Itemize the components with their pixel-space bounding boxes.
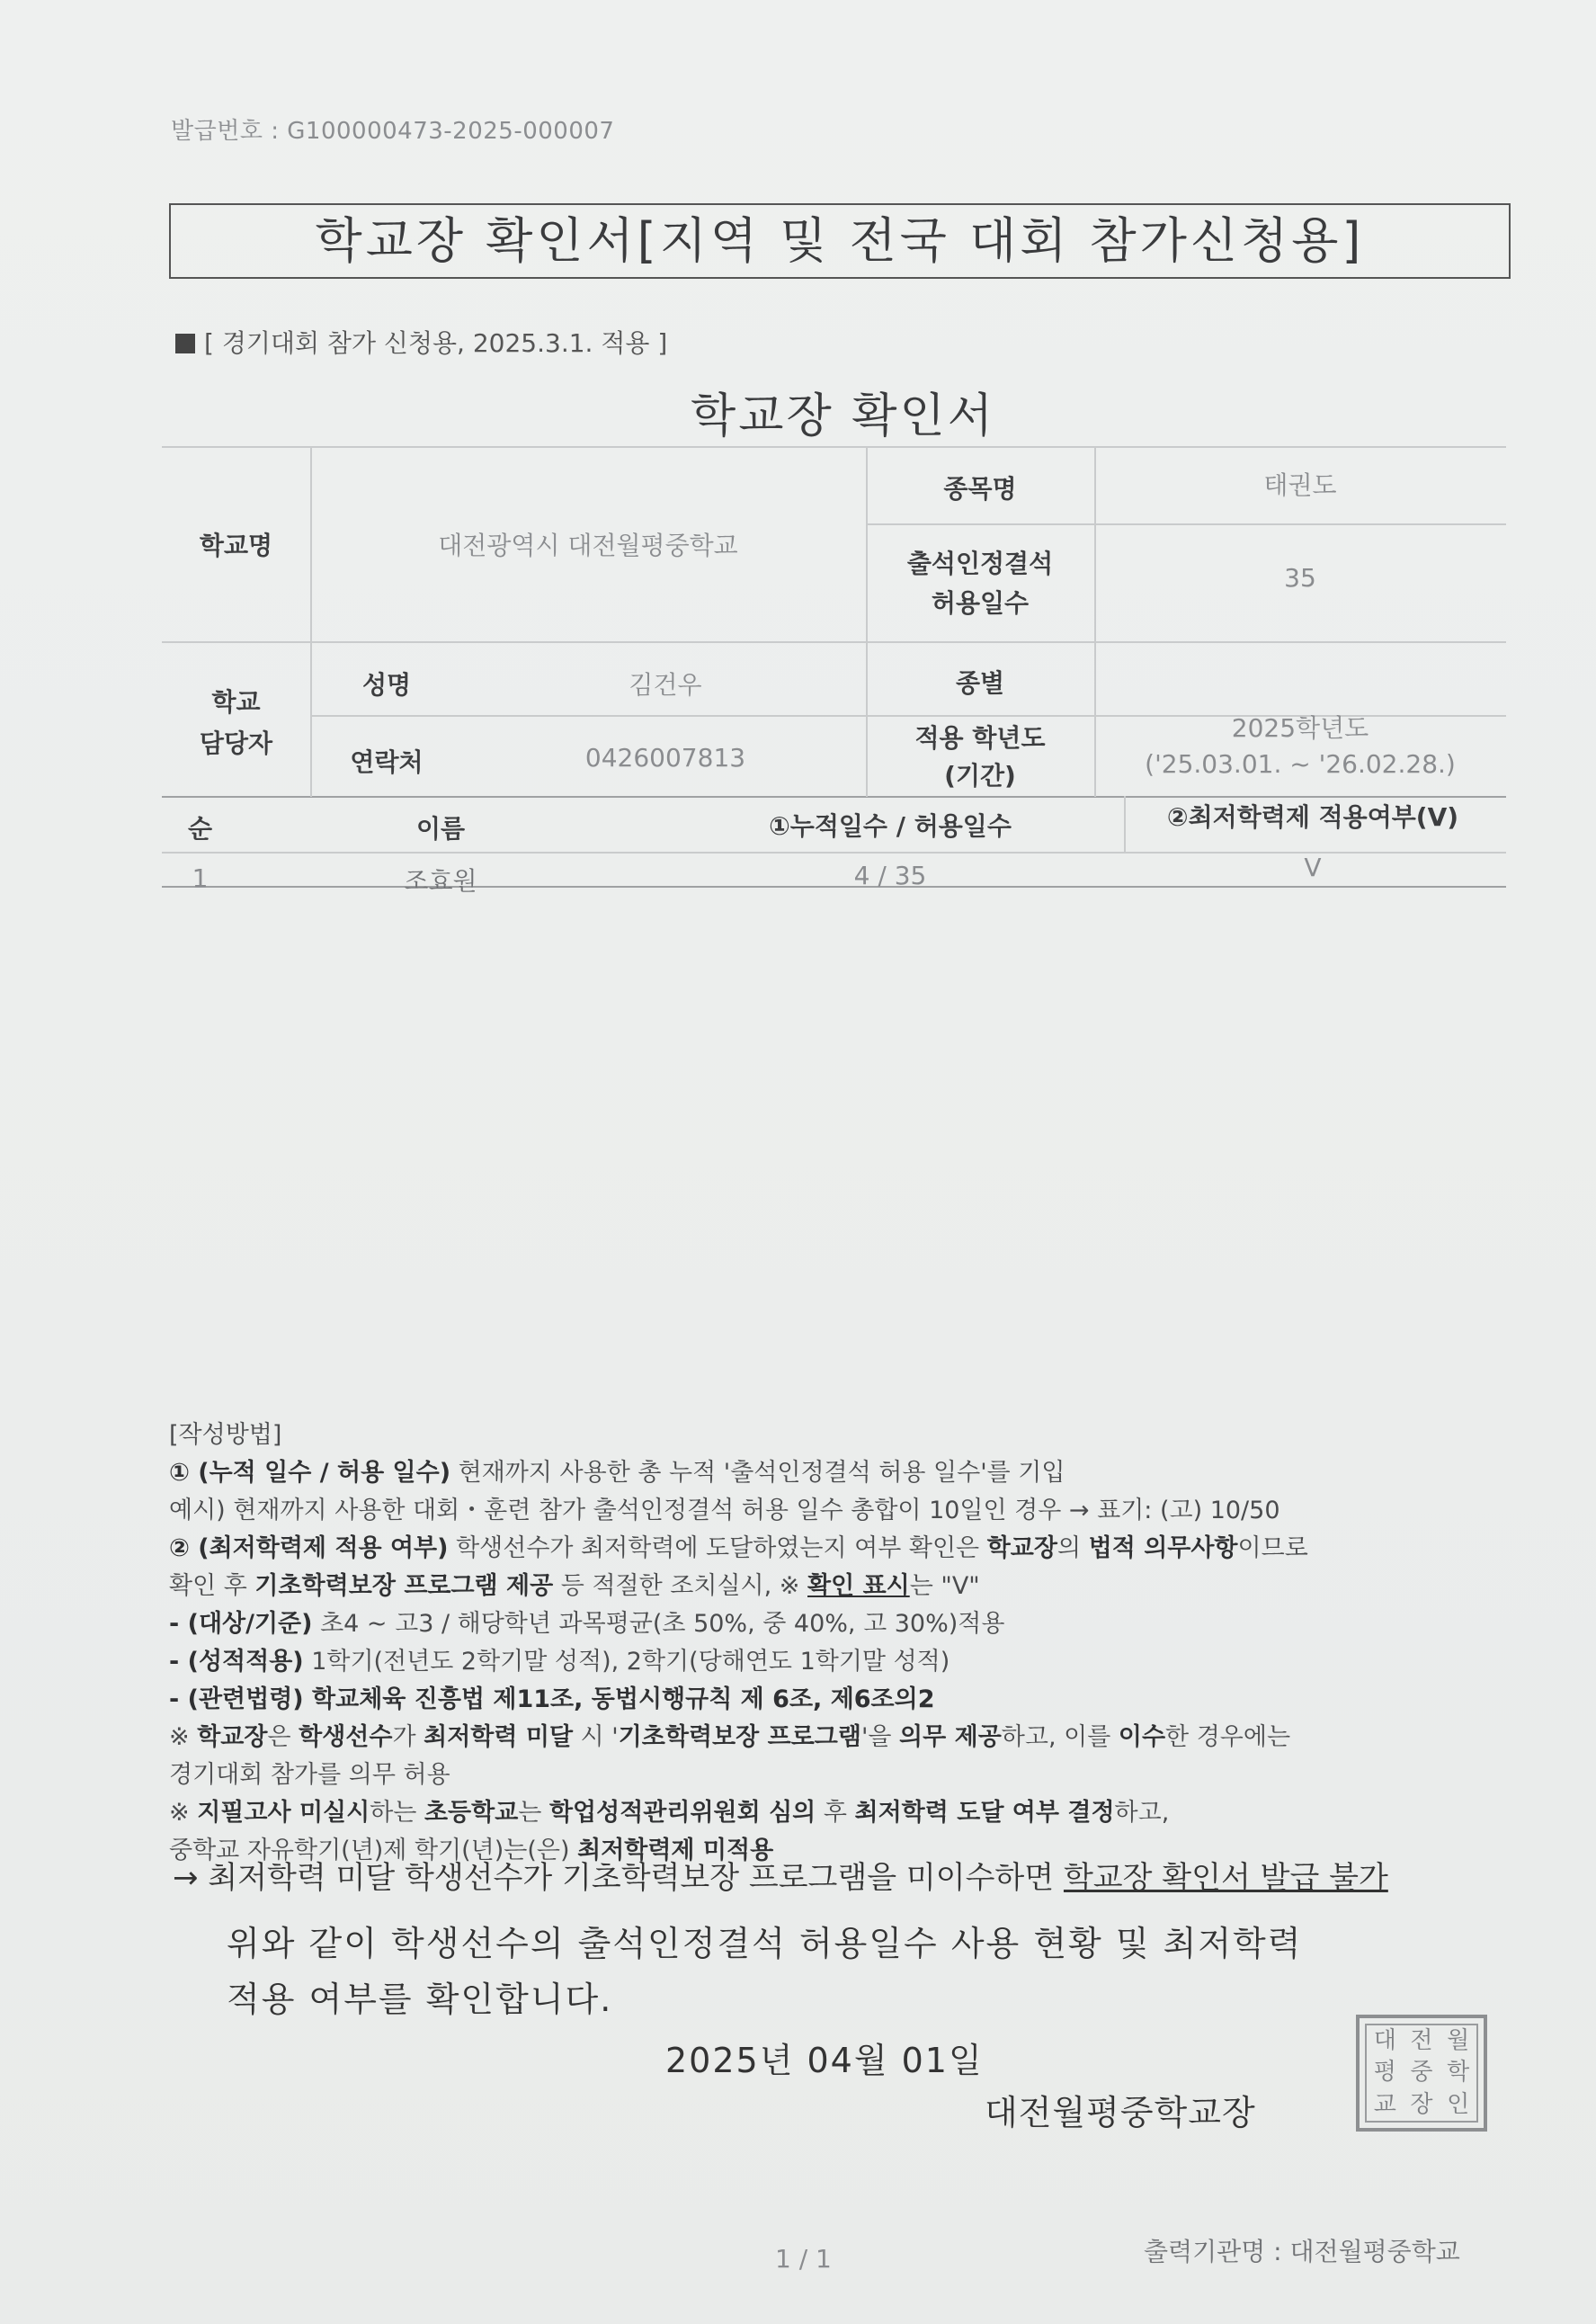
year-label-line1: 적용 학년도 (914, 723, 1046, 753)
method-heading: [작성방법] (169, 1421, 282, 1449)
signature-name: 대전월평중학교장 (985, 2093, 1256, 2132)
method-item1-title: ① (누적 일수 / 허용 일수) (169, 1459, 451, 1487)
method-note2-cont: 중학교 자유학기(년)제 학기(년)는(은) (169, 1837, 578, 1864)
seal-char: 인 (1447, 2090, 1470, 2118)
header-name: 이름 (415, 814, 466, 844)
method-line4-text2: 등 적절한 조치실시, ※ (553, 1572, 807, 1600)
seal-char: 월 (1447, 2027, 1470, 2054)
row-applied: V (1304, 853, 1322, 882)
method-note2-b2: 초등학교 (424, 1799, 519, 1827)
absence-label-line1: 출석인정결석 (906, 549, 1054, 578)
row-no: 1 (192, 863, 209, 893)
confirmation-line1: 위와 같이 학생선수의 출석인정결석 허용일수 사용 현황 및 최저학력 (227, 1924, 1303, 1963)
method-grade-title: - (성적적용) (169, 1648, 304, 1676)
seal-char: 대 (1373, 2027, 1396, 2054)
absence-label (866, 544, 1094, 623)
method-note1-b6: 이수 (1118, 1723, 1166, 1751)
manager-label-line1: 학교 (211, 687, 261, 717)
method-item1-text: 현재까지 사용한 총 누적 '출석인정결석 허용 일수'를 기입 (450, 1459, 1065, 1487)
apply-note-text: [ 경기대회 참가 신청용, 2025.3.1. 적용 ] (204, 328, 668, 358)
event-value: 태권도 (1263, 470, 1337, 500)
method-law-text: 학교체육 진흥법 제11조, 동법시행규칙 제 6조, 제6조의2 (303, 1685, 935, 1713)
method-note1-t4: '을 (860, 1723, 900, 1751)
confirmation-text (227, 1916, 1302, 2027)
method-line4-bold2: 확인 표시 (807, 1572, 910, 1600)
method-item2-bold2: 법적 의무사항 (1088, 1534, 1238, 1562)
absence-label-line2: 허용일수 (931, 588, 1030, 618)
contact-label: 연락처 (350, 747, 424, 777)
seal-char: 전 (1410, 2027, 1433, 2054)
warning-text: → 최저학력 미달 학생선수가 기초학력보장 프로그램을 미이수하면 (173, 1860, 1064, 1896)
year-label (866, 720, 1094, 795)
confirmation-line2: 적용 여부를 확인합니다. (227, 1980, 613, 2019)
row-days: 4 / 35 (853, 861, 927, 890)
row-name: 조효원 (404, 866, 477, 896)
method-line4-text3: 는 "V" (909, 1572, 980, 1600)
manager-label-line2: 담당자 (199, 728, 273, 758)
method-note2-b5: 최저학력제 미적용 (577, 1837, 774, 1864)
method-line4-bold1: 기초학력보장 프로그램 제공 (254, 1572, 554, 1600)
method-law-title: - (관련법령) (169, 1685, 304, 1713)
issue-number: 발급번호 : G100000473-2025-000007 (171, 118, 615, 145)
method-item2-text: 학생선수가 최저학력에 도달하였는지 여부 확인은 (448, 1534, 987, 1562)
school-value: 대전광역시 대전월평중학교 (438, 531, 738, 560)
seal-char: 학 (1447, 2059, 1470, 2087)
method-item2-title: ② (최저학력제 적용 여부) (169, 1534, 449, 1562)
method-note1-b1: 학교장 (197, 1723, 268, 1751)
seal-grid (1365, 2024, 1478, 2123)
warning-emphasis: 학교장 확인서 발급 불가 (1063, 1860, 1388, 1896)
official-seal (1356, 2015, 1487, 2132)
seal-char: 교 (1373, 2090, 1396, 2118)
method-target-text: 초4 ~ 고3 / 해당학년 과목평균(초 50%, 중 40%, 고 30%)적용 (312, 1610, 1005, 1638)
apply-note (175, 324, 667, 360)
name-label: 성명 (361, 670, 412, 700)
method-note2-b4: 최저학력 도달 여부 결정 (854, 1799, 1115, 1827)
method-note1-t1: 은 (267, 1723, 299, 1751)
method-example: 예시) 현재까지 사용한 대회・훈련 참가 출석인정결석 허용 일수 총합이 10일인 경우 → 표기: (고) 10/50 (169, 1497, 1280, 1524)
method-note1-b2: 학생선수 (299, 1723, 393, 1751)
school-label: 학교명 (199, 531, 273, 560)
output-organization: 출력기관명 : 대전월평중학교 (1144, 2237, 1460, 2266)
year-value (1094, 711, 1506, 782)
issue-date: 2025년 04월 01일 (665, 2041, 984, 2080)
method-note2-b1: 지필고사 미실시 (197, 1799, 370, 1827)
writing-method (169, 1417, 1518, 1870)
method-item2-text2: 의 (1057, 1534, 1089, 1562)
method-target-title: - (대상/기준) (169, 1610, 313, 1638)
method-note2-t3: 후 (816, 1799, 855, 1827)
absence-value: 35 (1284, 563, 1316, 593)
seal-char: 평 (1373, 2059, 1396, 2087)
name-value: 김건우 (629, 670, 702, 700)
document-title: 학교장 확인서[지역 및 전국 대회 참가신청용] (169, 203, 1511, 279)
method-note1-cont: 경기대회 참가를 의무 허용 (169, 1761, 450, 1789)
method-note1-b5: 의무 제공 (899, 1723, 1002, 1751)
gender-label: 종별 (955, 668, 1005, 698)
page-number: 1 / 1 (775, 2244, 832, 2274)
warning-line (173, 1853, 1388, 1897)
form-subtitle: 학교장 확인서 (691, 389, 995, 443)
seal-char: 중 (1410, 2059, 1433, 2087)
method-line4-text1: 확인 후 (169, 1572, 255, 1600)
header-days: ①누적일수 / 허용일수 (769, 811, 1012, 841)
method-item2-bold1: 학교장 (986, 1534, 1057, 1562)
method-note1-t3: 시 ' (573, 1723, 619, 1751)
method-note2-t1: 하는 (370, 1799, 424, 1827)
method-grade-text: 1학기(전년도 2학기말 성적), 2학기(당해연도 1학기말 성적) (303, 1648, 950, 1676)
year-value-line2: ('25.03.01. ~ '26.02.28.) (1145, 749, 1456, 779)
method-item2-text3: 이므로 (1237, 1534, 1308, 1562)
seal-char: 장 (1410, 2090, 1433, 2118)
method-note1-b3: 최저학력 미달 (424, 1723, 574, 1751)
contact-value: 0426007813 (584, 743, 746, 773)
method-note2-b3: 학업성적관리위원회 심의 (548, 1799, 816, 1827)
square-bullet-icon (175, 334, 195, 353)
method-note2-t4: 하고, (1114, 1799, 1170, 1827)
method-note1-t6: 한 경우에는 (1165, 1723, 1291, 1751)
method-note1-b4: 기초학력보장 프로그램 (618, 1723, 861, 1751)
method-note2-t2: 는 (518, 1799, 549, 1827)
event-label: 종목명 (943, 474, 1017, 504)
method-note1-t2: 가 (392, 1723, 424, 1751)
header-applied: ②최저학력제 적용여부(V) (1166, 802, 1459, 832)
header-no: 순 (187, 814, 213, 844)
year-label-line2: (기간) (944, 761, 1016, 791)
method-note2-mark: ※ (169, 1799, 198, 1827)
method-note1-mark: ※ (169, 1723, 198, 1751)
year-value-line1: 2025학년도 (1231, 713, 1369, 743)
method-note1-t5: 하고, 이를 (1001, 1723, 1119, 1751)
manager-label (162, 682, 310, 764)
